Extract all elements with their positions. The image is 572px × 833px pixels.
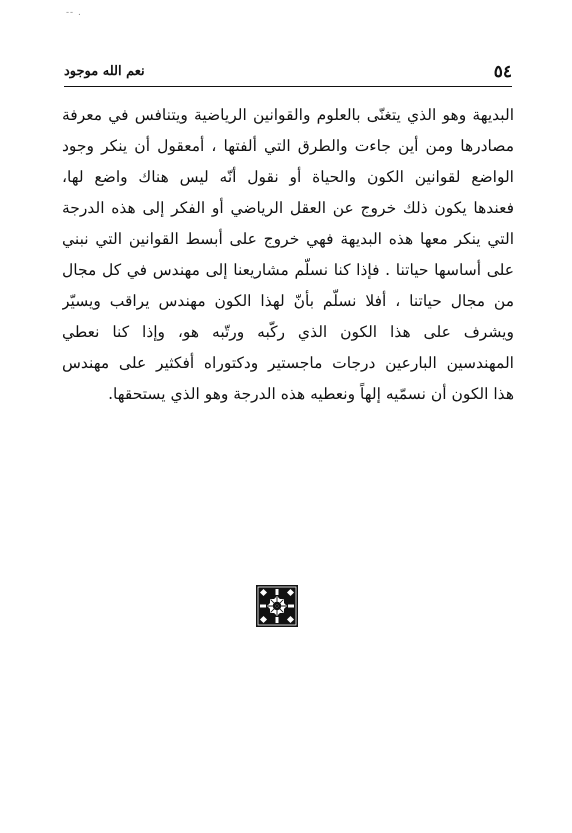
text-line: من مجال حياتنا ، أفلا نسلّم بأنّ لهذا الكون مهندس يراقب ويسيّر: [62, 292, 514, 310]
header-rule: [64, 86, 512, 87]
text-line: ويشرف على هذا الكون الذي ركّبه ورتّبه هو، وإذا كنا نعطي: [62, 323, 514, 341]
body-paragraph: [62, 100, 514, 410]
text-line: التي ينكر معها هذه البديهة فهي خروج على أبسط القوانين التي نبني: [62, 230, 514, 248]
text-line: الواضع لقوانين الكون والحياة أو نقول أنّه ليس هناك واضع لها،: [62, 168, 514, 186]
running-title: نعم الله موجود: [64, 64, 145, 79]
text-line: هذا الكون أن نسمّيه إلهاً ونعطيه هذه الدرجة وهو الذي يستحقها.: [108, 385, 514, 403]
islamic-star-ornament-icon: [255, 584, 299, 628]
corner-mark: -- .: [66, 8, 82, 18]
text-line: مصادرها ومن أين جاءت والطرق التي ألفتها ، أمعقول أن ينكر وجود: [62, 137, 514, 155]
page-number: ٥٤: [493, 62, 512, 82]
text-line: فعندها يكون ذلك خروج عن العقل الرياضي أو الفكر إلى هذه الدرجة: [62, 199, 514, 217]
text-line: البديهة وهو الذي يتغنّى بالعلوم والقوانين الرياضية ويتنافس في معرفة: [62, 106, 514, 124]
text-line: على أساسها حياتنا . فإذا كنا نسلّم مشاريعنا إلى مهندس في كل مجال: [62, 261, 514, 279]
page-header: [64, 62, 512, 86]
text-line: المهندسين البارعين درجات ماجستير ودكتوراه أفكثير على مهندس: [62, 354, 514, 372]
